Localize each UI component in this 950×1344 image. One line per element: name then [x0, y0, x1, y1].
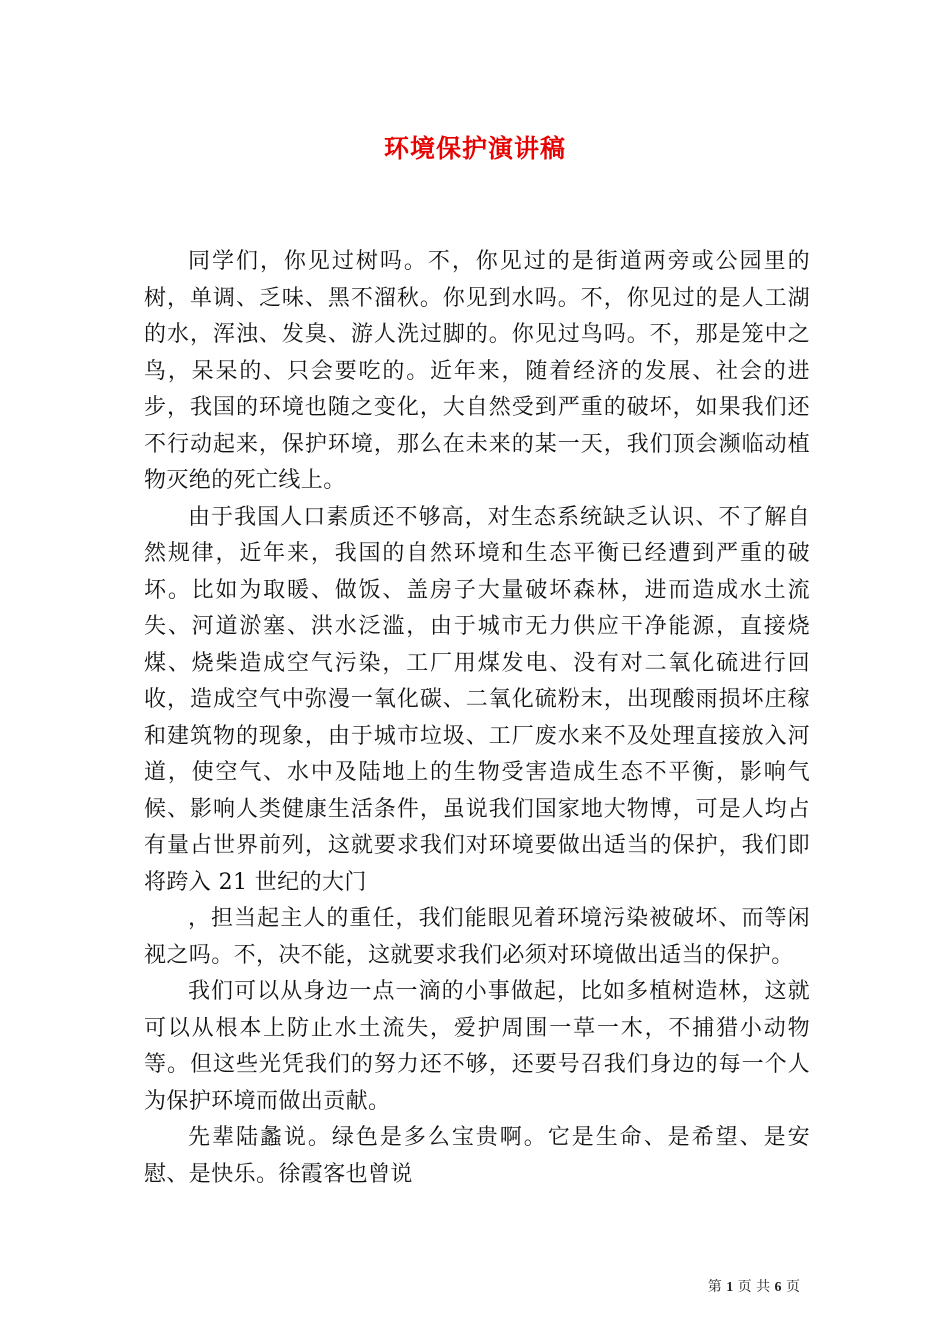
footer-middle: 页 共	[737, 1279, 771, 1295]
page-footer	[708, 1278, 800, 1297]
footer-suffix: 页	[786, 1279, 800, 1295]
paragraph-1: 同学们，你见过树吗。不，你见过的是街道两旁或公园里的树，单调、乏味、黑不溜秋。你见到水吗。不，你见过的是人工湖的水，浑浊、发臭、游人洗过脚的。你见过鸟吗。不，那是笼中之鸟，呆呆的、只会要吃的。近年来，随着经济的发展、社会的进步，我国的环境也随之变化，大自然受到严重的破坏，如果我们还不行动起来，保护环境，那么在未来的某一天，我们顶会濒临动植物灭绝的死亡线上。	[144, 249, 810, 493]
paragraph-3: ，担当起主人的重任，我们能眼见着环境污染被破坏、而等闲视之吗。不，决不能，这就要求我们必须对环境做出适当的保护。	[144, 906, 810, 968]
paragraph-2: 由于我国人口素质还不够高，对生态系统缺乏认识、不了解自然规律，近年来，我国的自然环境和生态平衡已经遭到严重的破坏。比如为取暖、做饭、盖房子大量破坏森林，进而造成水土流失、河道淤塞、洪水泛滥，由于城市无力供应干净能源，直接烧煤、烧柴造成空气污染，工厂用煤发电、没有对二氧化硫进行回收，造成空气中弥漫一氧化碳、二氧化硫粉末，出现酸雨损坏庄稼和建筑物的现象，由于城市垃圾、工厂废水来不及处理直接放入河道，使空气、水中及陆地上的生物受害造成生态不平衡，影响气候、影响人类健康生活条件，虽说我们国家地大物博，可是人均占有量占世界前列，这就要求我们对环境要做出适当的保护，我们即将跨入 21 世纪的大门	[144, 504, 810, 895]
footer-prefix: 第	[707, 1279, 722, 1295]
document-title: 环境保护演讲稿	[383, 134, 566, 163]
paragraph-4: 我们可以从身边一点一滴的小事做起，比如多植树造林，这就可以从根本上防止水土流失，爱护周围一草一木，不捕猎小动物等。但这些光凭我们的努力还不够，还要号召我们身边的每一个人为保护环境而做出贡献。	[144, 979, 810, 1114]
footer-page-number: 1	[726, 1280, 734, 1295]
paragraph-5: 先辈陆蠡说。绿色是多么宝贵啊。它是生命、是希望、是安慰、是快乐。徐霞客也曾说	[144, 1125, 810, 1187]
document-body	[144, 244, 810, 1193]
footer-total-pages: 6	[774, 1280, 782, 1295]
